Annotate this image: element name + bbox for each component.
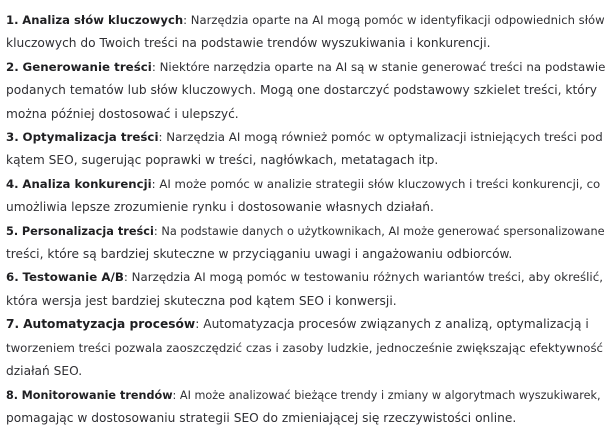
list-item bbox=[6, 9, 605, 56]
list-item-text: : Niektóre narzędzia oparte na AI są w stanie generować treści na podstawie bbox=[152, 60, 605, 74]
list-item bbox=[6, 266, 605, 313]
list-item-line bbox=[6, 9, 605, 32]
list-item-number: 8. bbox=[6, 389, 18, 402]
list-item-text: pomagając w dostosowaniu strategii SEO do zmieniającej się rzeczywistości online. bbox=[6, 411, 516, 425]
list-item bbox=[6, 384, 605, 430]
list-item-text: : Narzędzia AI mogą pomóc w testowaniu różnych wariantów treści, aby określić, bbox=[124, 270, 603, 284]
list-item-text: która wersja jest bardziej skuteczna pod kątem SEO i konwersji. bbox=[6, 294, 397, 308]
list-item-line bbox=[6, 79, 605, 102]
list-item-line bbox=[6, 56, 605, 79]
list-item-number: 6. bbox=[6, 270, 19, 284]
list-item-text: : Automatyzacja procesów związanych z analizą, optymalizacją i bbox=[195, 317, 589, 331]
list-item-line bbox=[6, 126, 605, 149]
list-item-text: : Na podstawie danych o użytkownikach, AI może generować spersonalizowane bbox=[154, 225, 605, 238]
list-item-text: : Narzędzia oparte na AI mogą pomóc w identyfikacji odpowiednich słów bbox=[183, 13, 605, 27]
list-item-number: 7. bbox=[6, 317, 19, 331]
list-item-line bbox=[6, 196, 605, 219]
list-item-number: 4. bbox=[6, 177, 19, 191]
list-item-line bbox=[6, 32, 605, 55]
list-item-term: Automatyzacja procesów bbox=[23, 317, 195, 331]
list-item bbox=[6, 313, 605, 383]
list-item-text: kluczowych do Twoich treści na podstawie trendów wyszukiwania i konkurencji. bbox=[6, 36, 491, 50]
list-item-term: Optymalizacja treści bbox=[23, 130, 159, 144]
list-item-number: 2. bbox=[6, 60, 19, 74]
list-item-line bbox=[6, 220, 605, 243]
list-item-line bbox=[6, 290, 605, 313]
list-item-text: działań SEO. bbox=[6, 364, 82, 378]
list-item-line bbox=[6, 360, 605, 383]
list-item-text: podanych tematów lub słów kluczowych. Mogą one dostarczyć podstawowy szkielet treści, który bbox=[6, 83, 597, 97]
list-item-number: 3. bbox=[6, 130, 19, 144]
list-item-number: 5. bbox=[6, 225, 18, 238]
list-item-term: Monitorowanie trendów bbox=[22, 389, 173, 402]
list-item-text: : Narzędzia AI mogą również pomóc w optymalizacji istniejących treści pod bbox=[159, 130, 603, 144]
list-item bbox=[6, 220, 605, 267]
list-item-text: : AI może analizować bieżące trendy i zmiany w algorytmach wyszukiwarek, bbox=[173, 389, 601, 402]
list-item bbox=[6, 173, 605, 220]
list-item bbox=[6, 56, 605, 126]
list-item-text: : AI może pomóc w analizie strategii słów kluczowych i treści konkurencji, co bbox=[152, 177, 601, 191]
list-item-line bbox=[6, 407, 605, 430]
list-item-term: Personalizacja treści bbox=[22, 225, 154, 238]
list-item-number: 1. bbox=[6, 13, 19, 27]
list-item bbox=[6, 126, 605, 173]
list-item-term: Analiza słów kluczowych bbox=[22, 13, 183, 27]
list-item-text: można później dostosować i ulepszyć. bbox=[6, 107, 239, 121]
list-item-text: kątem SEO, sugerując poprawki w treści, nagłówkach, metatagach itp. bbox=[6, 153, 438, 167]
list-item-term: Generowanie treści bbox=[23, 60, 152, 74]
list-item-term: Analiza konkurencji bbox=[22, 177, 151, 191]
list-item-text: tworzeniem treści pozwala zaoszczędzić czas i zasoby ludzkie, jednocześnie zwiększając efektywność bbox=[6, 341, 603, 355]
numbered-list bbox=[6, 9, 605, 430]
list-item-line bbox=[6, 337, 605, 360]
list-item-term: Testowanie A/B bbox=[23, 270, 124, 284]
list-item-line bbox=[6, 173, 605, 196]
list-item-line bbox=[6, 384, 605, 407]
list-item-line bbox=[6, 103, 605, 126]
list-item-line bbox=[6, 313, 605, 336]
list-item-line bbox=[6, 266, 605, 289]
list-item-text: treści, które są bardziej skuteczne w przyciąganiu uwagi i angażowaniu odbiorców. bbox=[6, 247, 512, 261]
list-item-text: umożliwia lepsze zrozumienie rynku i dostosowanie własnych działań. bbox=[6, 200, 434, 214]
list-item-line bbox=[6, 149, 605, 172]
list-item-line bbox=[6, 243, 605, 266]
